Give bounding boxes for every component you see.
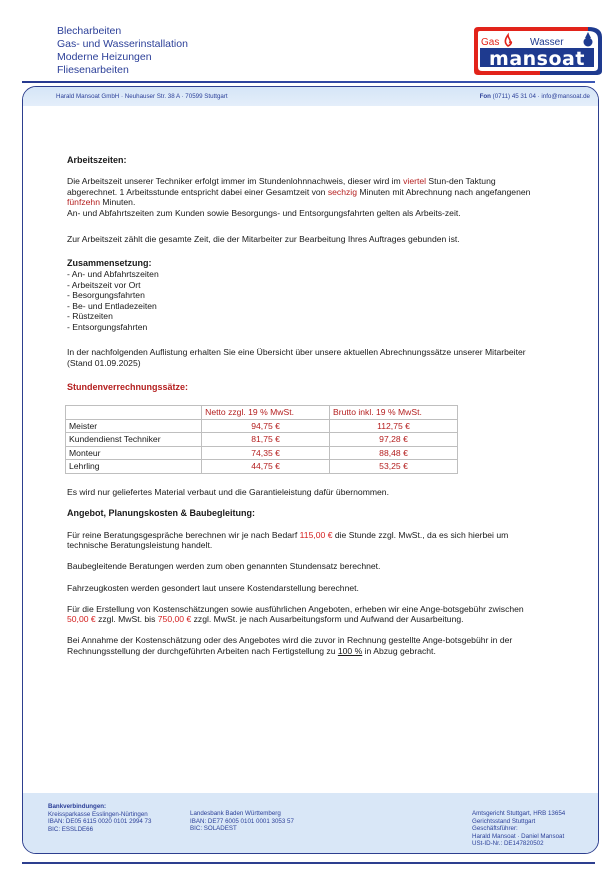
bank-2-bic: BIC: SOLADEST: [190, 825, 237, 833]
water-drop-icon: [584, 32, 593, 47]
table-row: [66, 460, 458, 474]
paragraph-angebotsgebuehr: Für die Erstellung von Kostenschätzungen sowie ausführlichen Angeboten, erheben wir eine Ange-botsgebühr zwischen 50,00 € zzgl. MwSt. bis 750,00 € zzgl. MwSt. je nach Ausarbeitungsform und Aufwand der Ausarbeitung.: [67, 603, 524, 625]
composition-list: [67, 269, 547, 333]
paragraph-beratung: Für reine Beratungsgespräche berechnen wir je nach Bedarf 115,00 € die Stunde zzgl. MwSt., da es sich hierbei um technische Beratungsleistung handelt.: [67, 529, 509, 551]
highlight: fünfzehn: [67, 197, 100, 208]
rates-table: [65, 405, 458, 474]
paragraph-uebersicht: In der nachfolgenden Auflistung erhalten Sie eine Übersicht über unsere aktuellen Abrechnungssätze unserer Mitarbeiter (Stand 01.09.2025): [67, 347, 526, 368]
list-item: - Besorgungsfahrten: [67, 290, 145, 301]
footer-bar: [23, 793, 598, 853]
legal-line: Gerichtsstand Stuttgart: [472, 817, 536, 825]
legal-line: Amtsgericht Stuttgart, HRB 13654: [472, 810, 566, 817]
flame-icon: [505, 35, 511, 46]
address-bar: [23, 87, 598, 106]
list-item: - Rüstzeiten: [67, 311, 113, 322]
netto-cell: 94,75 €: [202, 419, 330, 433]
role-cell: Lehrling: [66, 460, 202, 474]
bank-2-iban: IBAN: DE77 6005 0101 0001 3053 57: [190, 817, 294, 825]
table-header: Brutto inkl. 19 % MwSt.: [330, 406, 458, 420]
paragraph-gesamtzeit: Zur Arbeitszeit zählt die gesamte Zeit, die der Mitarbeiter zur Bearbeitung Ihres Auftrages gebunden ist.: [67, 234, 460, 245]
highlight: 50,00 €: [67, 614, 96, 625]
contact-value: (0711) 45 31 04 · info@mansoat.de: [492, 93, 590, 100]
table-row: [66, 433, 458, 447]
contact-label: Fon: [479, 93, 491, 100]
highlight: 750,00 €: [157, 614, 192, 625]
brutto-cell: 112,75 €: [330, 419, 458, 433]
table-header: Netto zzgl. 19 % MwSt.: [202, 406, 330, 420]
company-address: Harald Mansoat GmbH · Neuhauser Str. 38 A · 70599 Stuttgart: [56, 93, 228, 100]
brutto-cell: 97,28 €: [330, 433, 458, 447]
table-header-row: [66, 406, 458, 420]
paragraph-baubegleitung: Baubegleitende Beratungen werden zum oben genannten Stundensatz berechnet.: [67, 561, 381, 572]
service-item: Blecharbeiten: [57, 25, 122, 37]
document-body: [67, 155, 547, 657]
list-item: - An- und Abfahrtszeiten: [67, 268, 159, 279]
bank-1-bic: BIC: ESSLDE66: [48, 825, 94, 833]
netto-cell: 74,35 €: [202, 446, 330, 460]
bank-2-name: Landesbank Baden Württemberg: [190, 810, 281, 817]
netto-cell: 81,75 €: [202, 433, 330, 447]
bank-1-name: Kreissparkasse Esslingen-Nürtingen: [48, 810, 148, 818]
bank-1-iban: IBAN: DE05 6115 0020 0101 2994 73: [48, 818, 152, 826]
paragraph-arbeitszeit: Die Arbeitszeit unserer Techniker erfolgt immer im Stundenlohnnachweis, dieser wird im viertel Stun-den Taktung abgerechnet. 1 Arbeitsstunde entspricht dabei einer Gesamtzeit von sechzig Minuten mit Abrechnung nach angefangenen fünfzehn Minuten. An- und Abfahrtszeiten zum Kunden sowie Besorgungs- und Entsorgungsfahrten gelten als Arbeits-zeit.: [67, 176, 531, 218]
paragraph-abzug: Bei Annahme der Kostenschätzung oder des Angebotes wird die zuvor in Rechnung gestellte Ange-botsgebühr in der Rechnungsstellung der durchgeführten Arbeiten nach Fertigstellung zu 100 % in Abzug gebracht.: [67, 635, 513, 657]
legal-line: USt-ID-Nr.: DE147820502: [472, 840, 544, 848]
highlight: viertel: [403, 176, 427, 187]
legal-info: [472, 810, 565, 848]
company-logo: [470, 25, 604, 77]
table-header: [66, 406, 202, 420]
service-item: Moderne Heizungen: [57, 51, 152, 63]
brutto-cell: 53,25 €: [330, 460, 458, 474]
section-title-arbeitszeiten: Arbeitszeiten:: [67, 155, 127, 165]
table-row: [66, 446, 458, 460]
bank-1: [48, 803, 151, 833]
legal-line: Geschäftsführer:: [472, 825, 518, 833]
highlight: 115,00 €: [299, 529, 333, 540]
list-item: - Arbeitszeit vor Ort: [67, 279, 141, 290]
list-item: - Entsorgungsfahrten: [67, 321, 148, 332]
legal-line: Harald Mansoat · Daniel Mansoat: [472, 832, 565, 840]
service-item: Fliesenarbeiten: [57, 64, 129, 76]
composition-title: Zusammensetzung:: [67, 258, 152, 269]
role-cell: Kundendienst Techniker: [66, 433, 202, 447]
service-item: Gas- und Wasserinstallation: [57, 38, 188, 50]
logo-brand-text: mansoat: [489, 48, 585, 70]
section-title-angebot: Angebot, Planungskosten & Baubegleitung:: [67, 508, 256, 519]
footer-divider: [22, 862, 595, 864]
brutto-cell: 88,48 €: [330, 446, 458, 460]
paragraph-fahrzeugkosten: Fahrzeugkosten werden gesondert laut unsere Kostendarstellung berechnet.: [67, 582, 359, 593]
header-divider: [22, 81, 595, 83]
rates-title: Stundenverrechnungssätze:: [67, 381, 189, 392]
list-item: - Be- und Entladezeiten: [67, 300, 157, 311]
logo-gas-text: Gas: [481, 37, 500, 48]
table-row: [66, 419, 458, 433]
logo-wasser-text: Wasser: [530, 37, 564, 48]
netto-cell: 44,75 €: [202, 460, 330, 474]
bank-2: [190, 810, 294, 833]
bank-title: Bankverbindungen:: [48, 803, 107, 810]
role-cell: Meister: [66, 419, 202, 433]
contact-info: [480, 93, 590, 100]
highlight: sechzig: [327, 186, 357, 197]
role-cell: Monteur: [66, 446, 202, 460]
underlined-percent: 100 %: [337, 646, 363, 657]
paragraph-material: Es wird nur geliefertes Material verbaut und die Garantieleistung dafür übernommen.: [67, 487, 389, 498]
services-list: [57, 25, 188, 77]
